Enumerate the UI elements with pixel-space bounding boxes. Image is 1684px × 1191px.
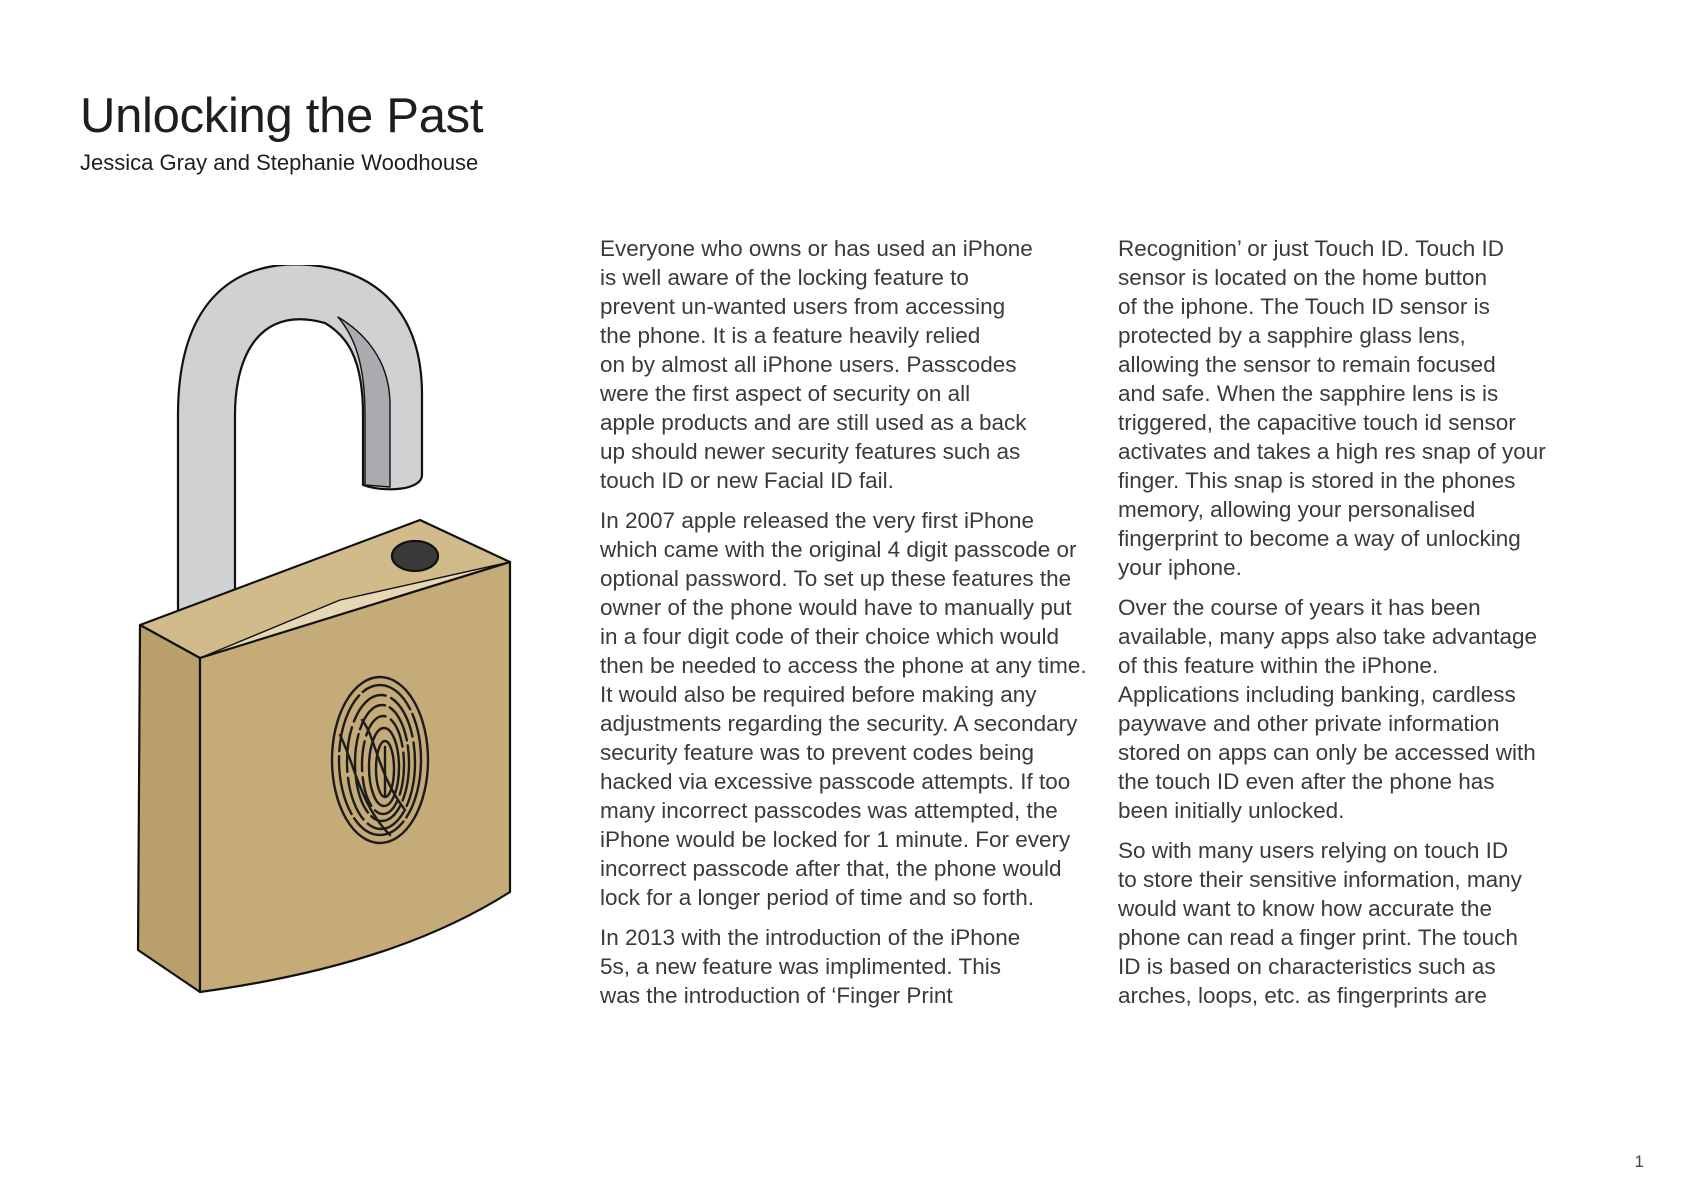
paragraph: In 2007 apple released the very first iPhone which came with the original 4 digit passcode or optional password. To set up these features the owner of the phone would have to manually put in a four digit code of their choice which would then be needed to access the phone at any time. It would also be required before making any adjustments regarding the security. A secondary security feature was to prevent codes being hacked via excessive passcode attempts. If too many incorrect passcodes was attempted, the iPhone would be locked for 1 minute. For every incorrect passcode after that, the phone would lock for a longer period of time and so forth. (600, 508, 1087, 910)
padlock-fingerprint-icon (130, 265, 530, 1005)
page-title: Unlocking the Past (80, 89, 484, 143)
paragraph: Recognition’ or just Touch ID. Touch ID sensor is located on the home button of the iphone. The Touch ID sensor is protected by a sapphire glass lens, allowing the sensor to remain focused and safe. When the sapphire lens is is triggered, the capacitive touch id sensor activates and takes a high res snap of your finger. This snap is stored in the phones memory, allowing your personalised fingerprint to become a way of unlocking your iphone. (1118, 236, 1546, 580)
paragraph: Everyone who owns or has used an iPhone is well aware of the locking feature to prevent un-wanted users from accessing the phone. It is a feature heavily relied on by almost all iPhone users. Passcodes were the first aspect of security on all apple products and are still used as a back up should newer security features such as touch ID or new Facial ID fail. (600, 236, 1033, 493)
text-column-right (1118, 234, 1618, 1021)
paragraph: So with many users relying on touch ID to store their sensitive information, many would want to know how accurate the phone can read a finger print. The touch ID is based on characteristics such as arches, loops, etc. as fingerprints are (1118, 838, 1522, 1008)
author-byline: Jessica Gray and Stephanie Woodhouse (80, 150, 479, 175)
paragraph: In 2013 with the introduction of the iPhone 5s, a new feature was implimented. This was the introduction of ‘Finger Print (600, 925, 1021, 1008)
paragraph: Over the course of years it has been available, many apps also take advantage of this feature within the iPhone. Applications including banking, cardless paywave and other private information stored on apps can only be accessed with the touch ID even after the phone has been initially unlocked. (1118, 595, 1538, 823)
page-number: 1 (1634, 1152, 1644, 1171)
text-column-left (600, 234, 1100, 1021)
